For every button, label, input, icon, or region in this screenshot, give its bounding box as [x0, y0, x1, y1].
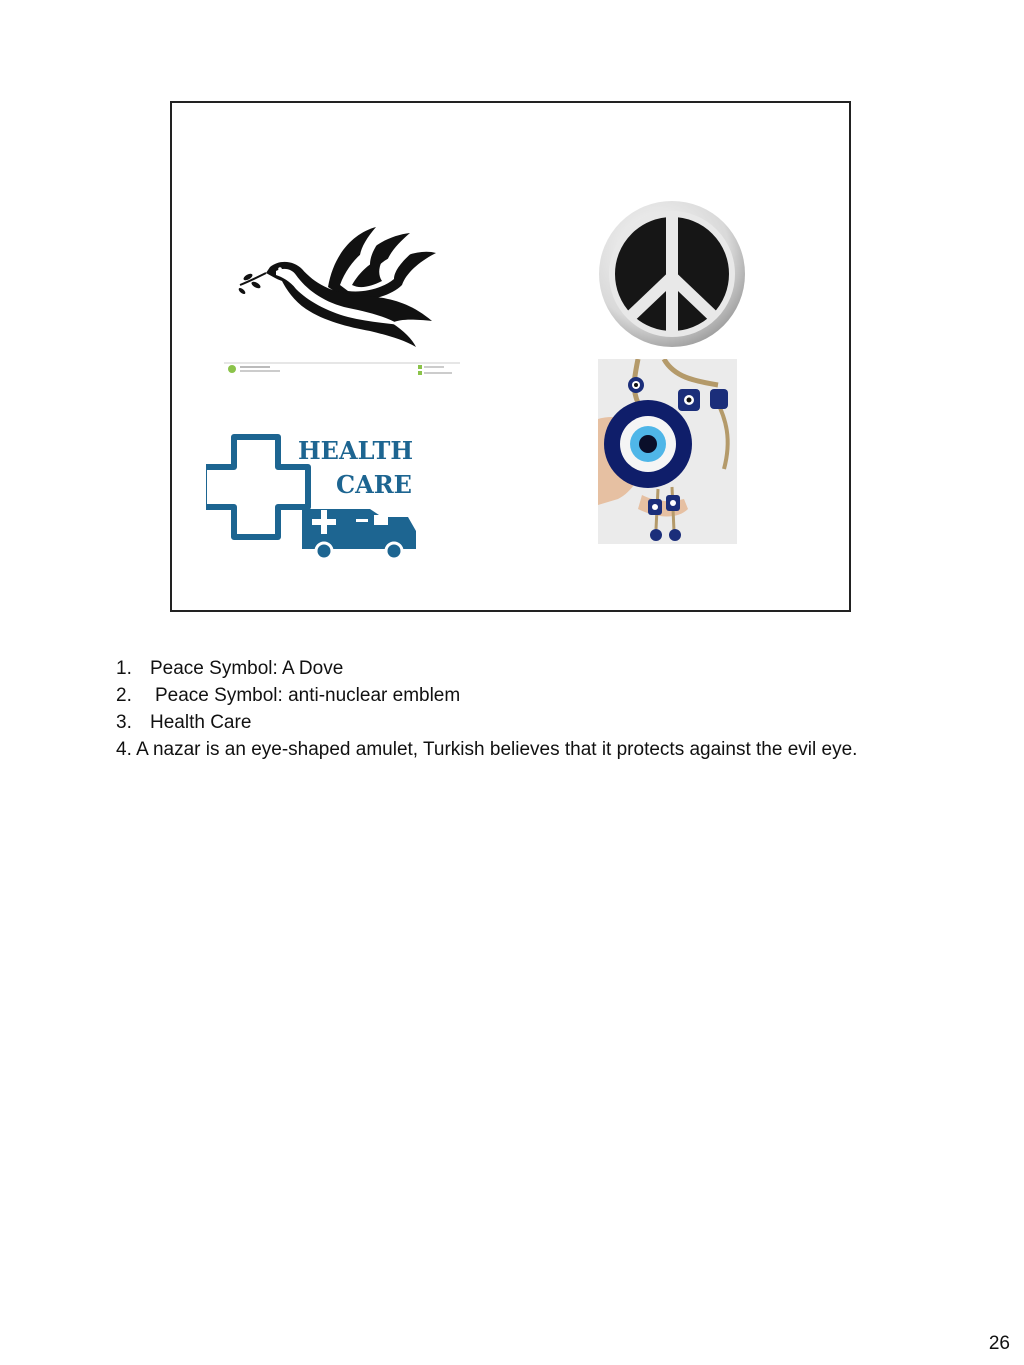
health-care-cross-ambulance-icon	[206, 431, 418, 559]
dove-with-olive-branch-icon	[236, 223, 446, 353]
slide-notes	[116, 655, 906, 763]
slide-image-frame	[170, 101, 851, 612]
note-item-3	[116, 709, 906, 736]
page-number: 26	[988, 1333, 1010, 1354]
note-item-number: 1.	[116, 658, 132, 679]
note-item-4: 4. A nazar is an eye-shaped amulet, Turkish believes that it protects against the evil eye.	[116, 739, 858, 760]
peace-sign-icon	[597, 199, 747, 349]
nazar-evil-eye-amulet-icon	[598, 359, 737, 544]
note-item-number: 2.	[116, 685, 132, 706]
note-item-1	[116, 655, 906, 682]
note-item-text: Peace Symbol: anti-nuclear emblem	[155, 685, 461, 706]
note-item-text: Health Care	[150, 712, 252, 733]
health-title-line2: CARE	[336, 470, 412, 499]
note-item-number: 3.	[116, 712, 132, 733]
note-item-2	[116, 682, 906, 709]
dove-image-watermark-strip	[224, 361, 460, 377]
note-item-text: Peace Symbol: A Dove	[150, 658, 344, 679]
health-title-line1: HEALTH	[298, 436, 414, 465]
